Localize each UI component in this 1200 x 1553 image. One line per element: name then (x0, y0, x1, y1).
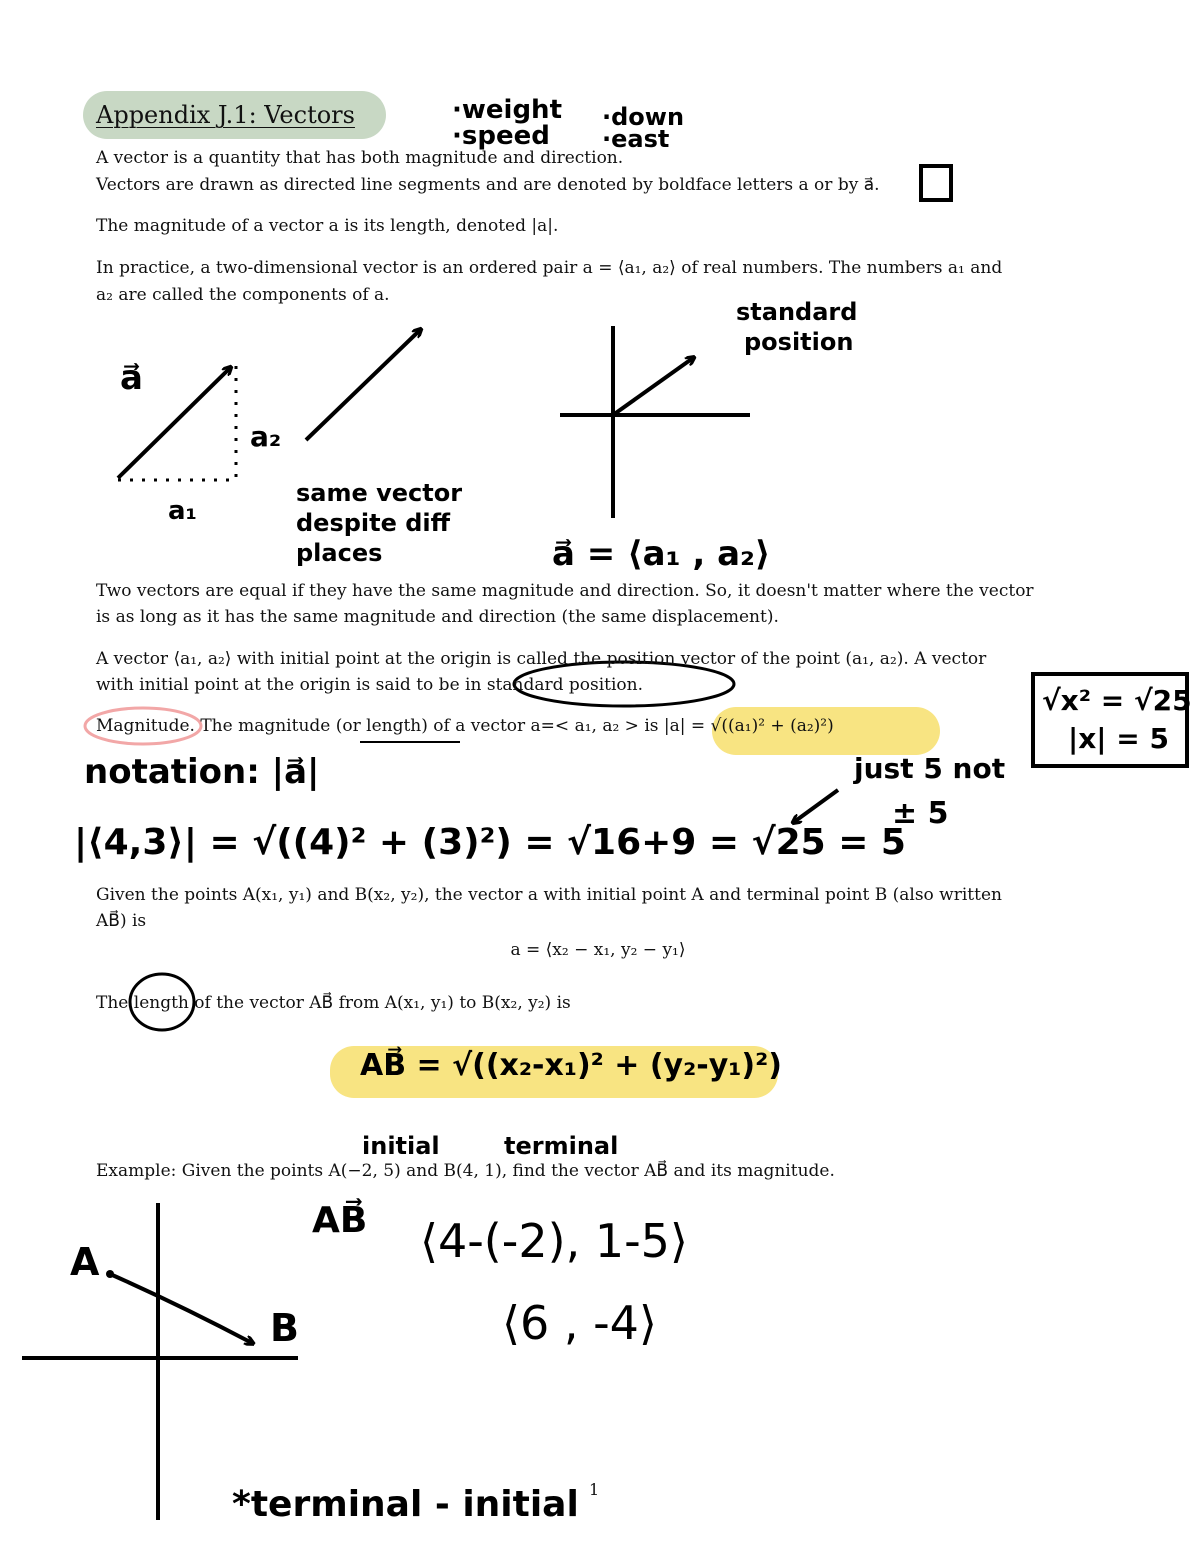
note-same-vector-3: places (296, 539, 383, 567)
note-same-vector-1: same vector (296, 479, 463, 507)
label-point-a: A (70, 1240, 100, 1284)
note-position: position (744, 328, 854, 356)
note-example-calc: |⟨4,3⟩| = √((4)² + (3)²) = √16+9 = √25 = 5 (74, 822, 906, 863)
components-line-1: In practice, a two-dimensional vector is an ordered pair a = ⟨a₁, a₂⟩ of real numbers. The numbers a₁ and (96, 258, 1003, 278)
note-speed: ·speed (452, 121, 550, 151)
label-a2: a₂ (250, 420, 282, 453)
note-standard: standard (736, 298, 858, 326)
note-ab-label: AB⃗ (312, 1200, 368, 1241)
points-def-line-2: AB⃗) is (96, 911, 147, 931)
note-initial: initial (362, 1132, 440, 1160)
note-terminal: terminal (504, 1132, 619, 1160)
intro-line-1: A vector is a quantity that has both magnitude and direction. (96, 148, 624, 168)
note-just-five-2: ± 5 (892, 796, 949, 831)
note-step-2: ⟨6 , -4⟩ (502, 1296, 657, 1350)
note-just-five-1: just 5 not (854, 752, 1006, 785)
note-notation: notation: |a⃗| (84, 752, 320, 792)
equality-line-2: is as long as it has the same magnitude and direction (the same displacement). (96, 607, 779, 627)
just-five-arrow (794, 790, 838, 822)
components-line-2: a₂ are called the components of a. (96, 285, 390, 305)
standard-position-arrow (613, 358, 693, 415)
note-down: ·down (602, 103, 685, 131)
points-def-formula: a = ⟨x₂ − x₁, y₂ − y₁⟩ (510, 940, 686, 960)
a-to-b-arrow (110, 1274, 252, 1343)
intro-line-2: Vectors are drawn as directed line segments and are denoted by boldface letters a or by a⃗. (96, 175, 880, 195)
note-terminal-minus-initial: *terminal - initial (232, 1484, 579, 1525)
label-a1: a₁ (168, 496, 197, 526)
position-vector-line-2: with initial point at the origin is said to be in standard position. (96, 675, 644, 695)
equality-line-1: Two vectors are equal if they have the same magnitude and direction. So, it doesn't matter where the vector (96, 581, 1034, 601)
position-vector-line-1: A vector ⟨a₁, a₂⟩ with initial point at the origin is called the position vector of the point (a₁, a₂). A vector (96, 649, 987, 669)
note-a-equals: a⃗ = ⟨a₁ , a₂⟩ (552, 534, 771, 574)
note-same-vector-2: despite diff (296, 509, 451, 537)
note-step-1: ⟨4-(-2), 1-5⟩ (420, 1214, 688, 1268)
points-def-line-1: Given the points A(x₁, y₁) and B(x₂, y₂), the vector a with initial point A and terminal point B (also written (96, 885, 1002, 905)
magnitude-definition: The magnitude of a vector a is its length, denoted |a|. (96, 216, 559, 236)
vector-copy-arrow (306, 330, 420, 440)
magnitude-formula: Magnitude. The magnitude (or length) of a vector a=< a₁, a₂ > is |a| = √((a₁)² + (a₂)²) (96, 716, 834, 736)
example-text: Example: Given the points A(−2, 5) and B(4, 1), find the vector AB⃗ and its magnitude. (96, 1161, 835, 1181)
side-box-line-1: √x² = √25 (1042, 684, 1192, 717)
label-point-b: B (270, 1306, 299, 1350)
length-definition: The length of the vector AB⃗ from A(x₁, y₁) to B(x₂, y₂) is (96, 993, 571, 1013)
length-formula: AB⃗ = √((x₂-x₁)² + (y₂-y₁)²) (360, 1048, 782, 1083)
label-vector-a: a⃗ (120, 358, 143, 398)
page-title: Appendix J.1: Vectors (96, 101, 355, 129)
note-weight: ·weight (452, 95, 562, 125)
side-box-line-2: |x| = 5 (1068, 722, 1169, 755)
note-east: ·east (602, 125, 670, 153)
page-number: 1 (589, 1480, 600, 1499)
